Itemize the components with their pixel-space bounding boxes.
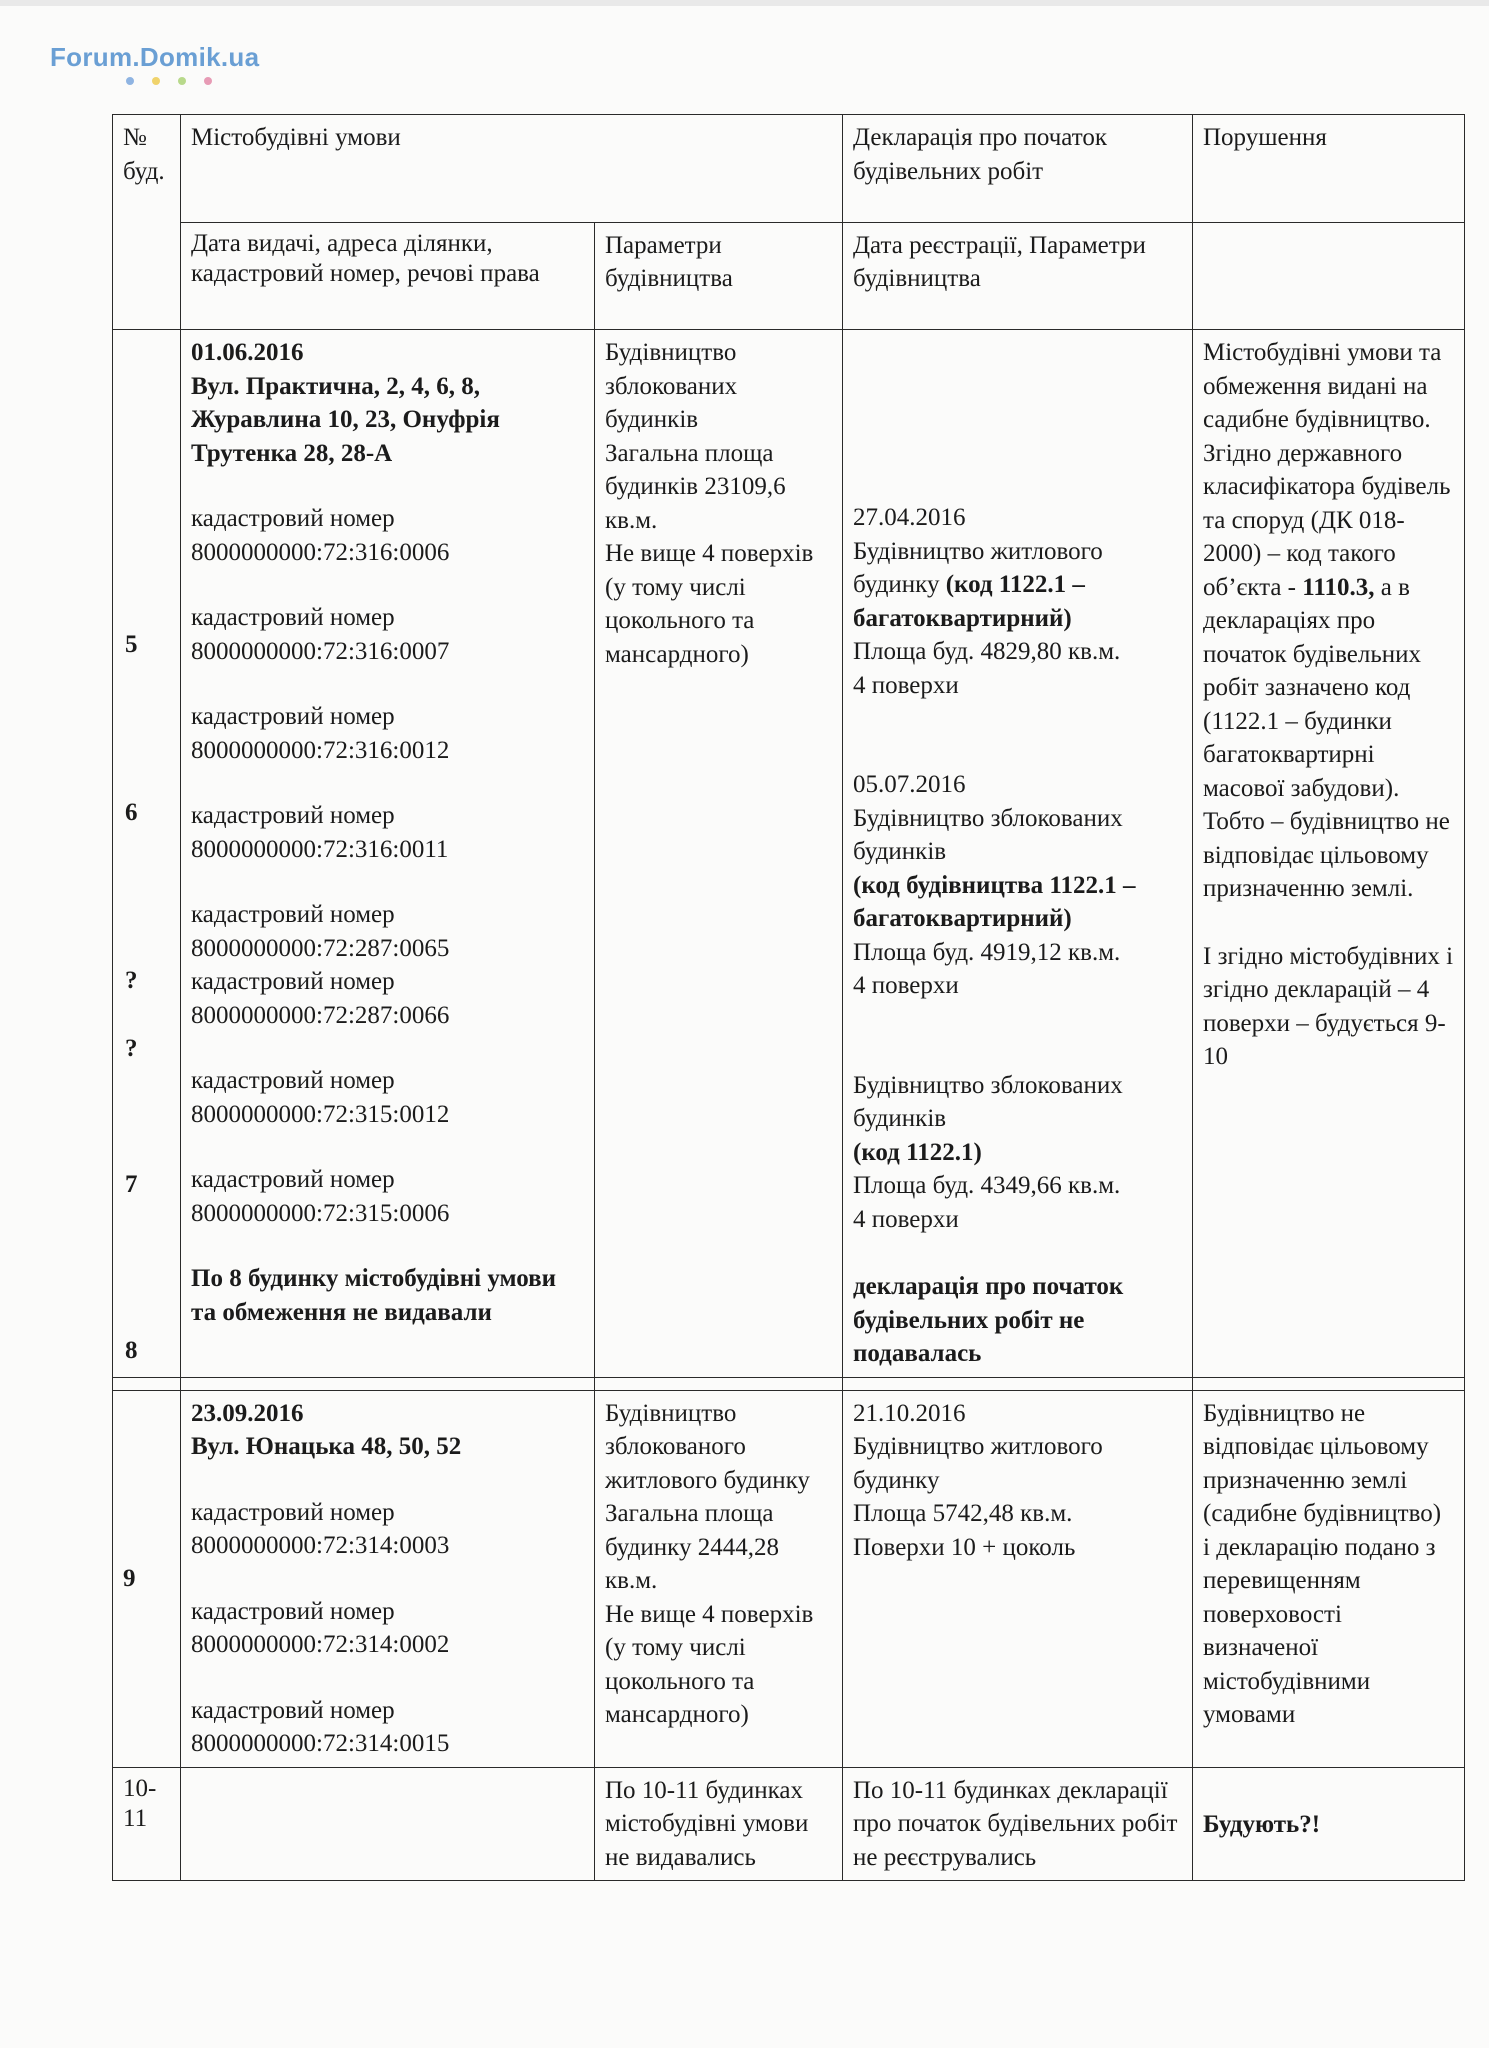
row1-violation-cell	[1193, 330, 1465, 1378]
table-row	[113, 1390, 1465, 1767]
cadastral-label: кадастровий номер	[191, 901, 395, 928]
building-num: 6	[125, 799, 138, 826]
row1-declaration-cell	[843, 330, 1193, 1378]
row1-num-cell	[113, 330, 181, 1378]
violation-text-a: Містобудівні умови та обмеження видані на садибне будівництво. Згідно державного класифікатора будівель та споруд (ДК 018-2000) – код такого об’єкта -	[1203, 339, 1451, 601]
cadastral-number: 8000000000:72:314:0002	[191, 1631, 450, 1658]
decl-text: Будівництво зблокованих будинків	[853, 804, 1123, 865]
param-line: Не вище 4 поверхів (у тому числі цокольного та мансардного)	[605, 1600, 814, 1728]
decl-text: Будівництво житлового будинку	[853, 1433, 1103, 1494]
violation-code: 1110.3,	[1302, 573, 1375, 601]
violation-text-b: а в деклараціях про початок будівельних робіт зазначено код (1122.1 – будинки багатоквартирні масової забудови). Тобто – будівництво не відповідає цільовому призначенню землі.	[1203, 573, 1450, 902]
header-violations: Порушення	[1193, 115, 1465, 223]
row2-violation-cell	[1193, 1390, 1465, 1767]
address: Вул. Практична, 2, 4, 6, 8, Журавлина 10, 23, Онуфрія Трутенка 28, 28-А	[191, 372, 500, 467]
decl-not-filed: декларація про початок будівельних робіт не подавалась	[853, 1273, 1124, 1367]
row2-num-cell	[113, 1390, 181, 1767]
logo-dot-4	[204, 77, 212, 85]
decl-floors: Поверхи 10 + цоколь	[853, 1533, 1076, 1561]
building-num: ?	[125, 1035, 138, 1062]
cadastral-number: 8000000000:72:316:0011	[191, 835, 449, 863]
decl-area: Площа буд. 4919,12 кв.м.	[853, 938, 1121, 966]
decl-code: (код 1122.1)	[853, 1138, 982, 1166]
cadastral-label: кадастровий номер	[191, 505, 395, 532]
row2-address-cell	[181, 1390, 595, 1767]
row3-violation-cell	[1193, 1767, 1465, 1881]
issue-date: 01.06.2016	[191, 339, 304, 366]
cadastral-number: 8000000000:72:314:0015	[191, 1730, 450, 1757]
decl-area: Площа буд. 4829,80 кв.м.	[853, 638, 1121, 665]
row3-address-cell	[181, 1767, 595, 1881]
cadastral-label: кадастровий номер	[191, 1166, 395, 1193]
site-logo: Forum.Domik.ua	[50, 42, 260, 72]
cadastral-number: 8000000000:72:287:0065	[191, 934, 450, 962]
cadastral-label: кадастровий номер	[191, 802, 395, 829]
decl-floors: 4 поверхи	[853, 671, 959, 699]
address: Вул. Юнацька 48, 50, 52	[191, 1433, 462, 1460]
decl-code: (код 1122.1 – багатоквартирний)	[853, 571, 1085, 632]
issue-date: 23.09.2016	[191, 1399, 304, 1427]
row1-address-cell	[181, 330, 595, 1378]
param-line: Загальна площа будинку 2444,28 кв.м.	[605, 1500, 779, 1594]
decl-date: 21.10.2016	[853, 1399, 966, 1427]
cadastral-number: 8000000000:72:316:0007	[191, 637, 450, 665]
row3-declaration-cell: По 10-11 будинках декларації про початок будівельних робіт не реєструвались	[843, 1767, 1193, 1881]
spacer-row	[113, 1377, 1465, 1390]
decl-area: Площа 5742,48 кв.м.	[853, 1500, 1073, 1527]
cadastral-number: 8000000000:72:315:0006	[191, 1199, 450, 1227]
subheader-params: Параметри будівництва	[595, 222, 843, 330]
table-row	[113, 1767, 1465, 1881]
cadastral-label: кадастровий номер	[191, 604, 395, 631]
logo-dots	[126, 77, 212, 85]
construction-table	[112, 114, 1465, 1881]
decl-floors: 4 поверхи	[853, 972, 959, 999]
decl-code: (код будівництва 1122.1 – багатоквартирний)	[853, 871, 1136, 932]
row3-params-cell: По 10-11 будинках містобудівні умови не видавались	[595, 1767, 843, 1881]
decl-date: 27.04.2016	[853, 504, 966, 531]
header-declaration: Декларація про початок будівельних робіт	[843, 115, 1193, 223]
cadastral-label: кадастровий номер	[191, 1696, 395, 1724]
decl-date: 05.07.2016	[853, 771, 966, 798]
table-row	[113, 330, 1465, 1378]
cadastral-number: 8000000000:72:287:0066	[191, 1001, 450, 1029]
building-num: 8	[125, 1337, 138, 1364]
cadastral-number: 8000000000:72:316:0006	[191, 538, 450, 566]
logo-dot-1	[126, 77, 134, 85]
violation-text: Будують?!	[1203, 1810, 1321, 1838]
param-line: Не вище 4 поверхів (у тому числі цокольного та мансардного)	[605, 540, 814, 668]
row2-params-cell	[595, 1390, 843, 1767]
cadastral-number: 8000000000:72:315:0012	[191, 1100, 450, 1128]
decl-area: Площа буд. 4349,66 кв.м.	[853, 1172, 1121, 1199]
cadastral-label: кадастровий номер	[191, 1067, 395, 1094]
subheader-decl: Дата реєстрації, Параметри будівництва	[843, 222, 1193, 330]
declaration-2	[853, 768, 1182, 1003]
subheader-date-address: Дата видачі, адреса ділянки, кадастровий номер, речові права	[181, 222, 595, 330]
declaration-3	[853, 1069, 1182, 1237]
cadastral-number: 8000000000:72:316:0012	[191, 736, 450, 764]
building-num: ?	[125, 967, 138, 994]
subheader-empty	[1193, 222, 1465, 330]
row3-num-cell: 10-11	[113, 1767, 181, 1881]
declaration-1	[853, 501, 1182, 702]
param-line: Будівництво зблокованих будинків	[605, 339, 738, 433]
scan-edge	[0, 0, 1489, 6]
cadastral-label: кадастровий номер	[191, 968, 395, 995]
logo-dot-2	[152, 77, 160, 85]
cadastral-number: 8000000000:72:314:0003	[191, 1532, 450, 1559]
header-row	[113, 115, 1465, 223]
decl-text: Будівництво житлового будинку	[853, 537, 1103, 598]
row1-params-cell	[595, 330, 843, 1378]
decl-floors: 4 поверхи	[853, 1205, 959, 1233]
no-conditions-note: По 8 будинку містобудівні умови та обмеження не видавали	[191, 1265, 557, 1326]
cadastral-label: кадастровий номер	[191, 1498, 395, 1526]
param-line: Загальна площа будинків 23109,6 кв.м.	[605, 439, 786, 534]
subheader-row	[113, 222, 1465, 330]
cadastral-label: кадастровий номер	[191, 703, 395, 730]
violation-text-c: І згідно містобудівних і згідно декларацій – 4 поверхи – будується 9-10	[1203, 942, 1454, 1070]
header-num: № буд.	[113, 115, 181, 330]
building-num: 5	[125, 631, 138, 658]
row2-declaration-cell	[843, 1390, 1193, 1767]
building-num: 9	[123, 1564, 136, 1592]
decl-text: Будівництво зблокованих будинків	[853, 1071, 1123, 1132]
logo-dot-3	[178, 77, 186, 85]
param-line: Будівництво зблокованого житлового будинку	[605, 1399, 810, 1494]
violation-text: Будівництво не відповідає цільовому призначенню землі (садибне будівництво) і декларацію подано з перевищенням поверховості визначеної містобудівними умовами	[1203, 1399, 1442, 1728]
building-num: 7	[125, 1171, 138, 1198]
cadastral-label: кадастровий номер	[191, 1597, 395, 1625]
header-urban-conditions: Містобудівні умови	[181, 115, 843, 223]
